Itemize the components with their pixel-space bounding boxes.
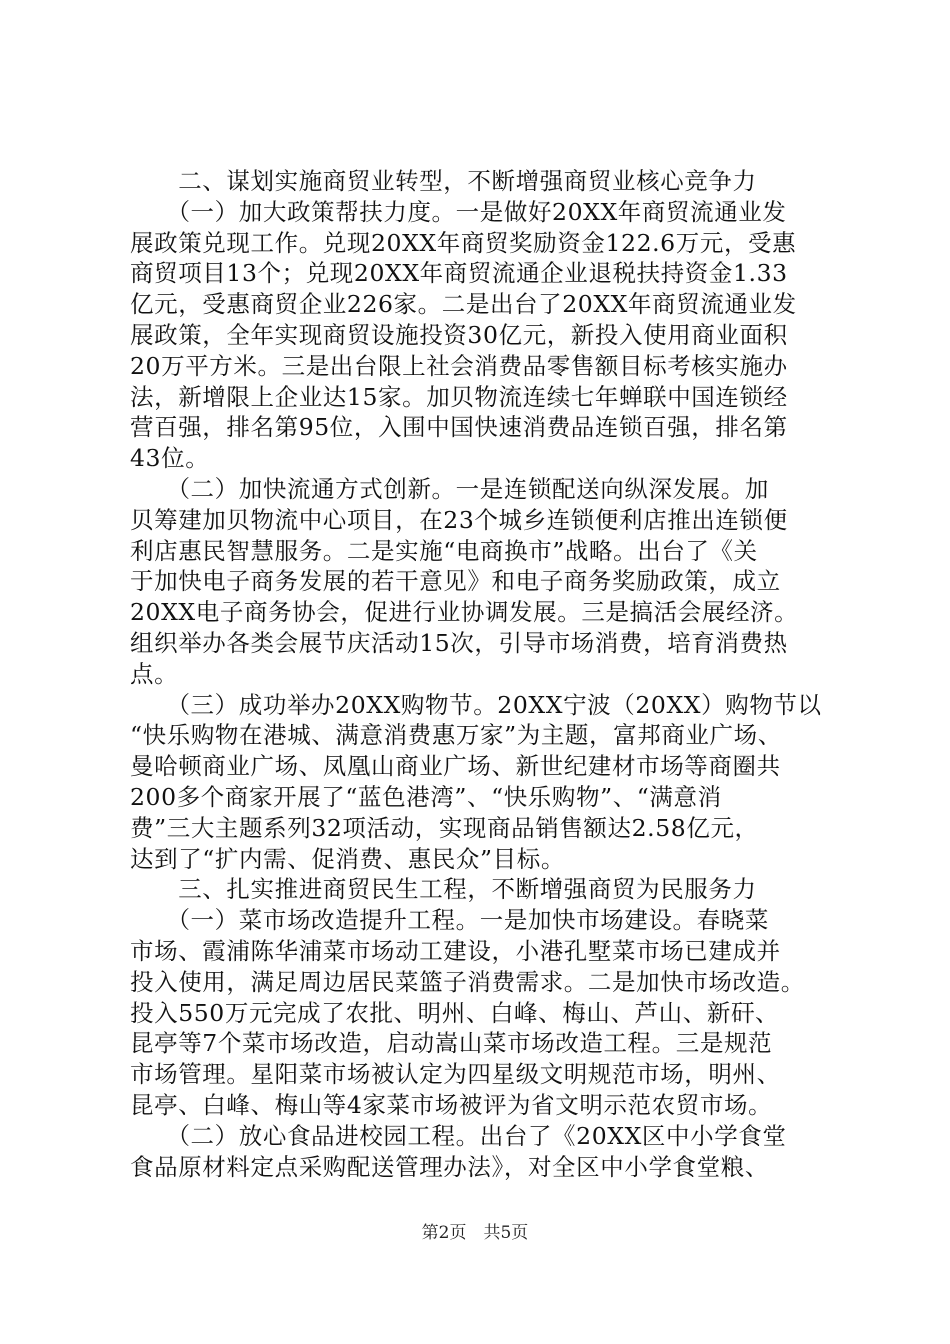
text-line: 市场管理。星阳菜市场被认定为四星级文明规范市场，明州、 <box>130 1060 781 1089</box>
text-line: 200多个商家开展了“蓝色港湾”、“快乐购物”、“满意消 <box>130 783 722 811</box>
text-line: 费”三大主题系列32项活动，实现商品销售额达2.58亿元， <box>130 813 759 842</box>
text-line: 点。 <box>130 659 179 688</box>
text-line: 曼哈顿商业广场、凤凰山商业广场、新世纪建材市场等商圈共 <box>130 752 781 781</box>
text-line: 营百强，排名第95位，入围中国快速消费品连锁百强，排名第 <box>130 413 788 442</box>
text-line: “快乐购物在港城、满意消费惠万家”为主题，富邦商业广场、 <box>130 721 782 750</box>
text-line: 市场、霞浦陈华浦菜市场动工建设，小港孔墅菜市场已建成并 <box>130 937 781 965</box>
text-line: 组织举办各类会展节庆活动15次，引导市场消费，培育消费热 <box>130 629 788 657</box>
text-line: （二）放心食品进校园工程。出台了《20XX区中小学食堂 <box>130 1121 787 1150</box>
text-line: 昆亭等7个菜市场改造，启动嵩山菜市场改造工程。三是规范 <box>130 1029 773 1058</box>
text-line: 投入550万元完成了农批、明州、白峰、梅山、芦山、新矸、 <box>130 998 780 1027</box>
page-number-footer: 第2页 共5页 <box>421 1223 529 1243</box>
text-line: 二、谋划实施商贸业转型，不断增强商贸业核心竞争力 <box>130 167 757 195</box>
text-line: 食品原材料定点采购配送管理办法》，对全区中小学食堂粮、 <box>130 1152 769 1181</box>
text-line: 三、扎实推进商贸民生工程，不断增强商贸为民服务力 <box>130 875 757 904</box>
text-line: 20万平方米。三是出台限上社会消费品零售额目标考核实施办 <box>130 351 788 380</box>
text-line: （一）加大政策帮扶力度。一是做好20XX年商贸流通业发 <box>130 197 787 226</box>
text-line: 20XX电子商务协会，促进行业协调发展。三是搞活会展经济。 <box>130 598 799 627</box>
text-line: 贝筹建加贝物流中心项目，在23个城乡连锁便利店推出连锁便 <box>130 505 788 534</box>
text-line: 亿元，受惠商贸企业226家。二是出台了20XX年商贸流通业发 <box>130 290 797 319</box>
text-line: 利店惠民智慧服务。二是实施“电商换市”战略。出台了《关 <box>130 536 758 565</box>
text-line: 展政策，全年实现商贸设施投资30亿元，新投入使用商业面积 <box>130 321 788 349</box>
text-line: 商贸项目13个；兑现20XX年商贸流通企业退税扶持资金1.33 <box>130 259 788 288</box>
text-line: 于加快电子商务发展的若干意见》和电子商务奖励政策，成立 <box>130 567 781 596</box>
text-line: 43位。 <box>130 444 210 473</box>
text-line: （一）菜市场改造提升工程。一是加快市场建设。春晓菜 <box>130 906 769 935</box>
text-line: 投入使用，满足周边居民菜篮子消费需求。二是加快市场改造。 <box>130 967 805 996</box>
text-line: 达到了“扩内需、促消费、惠民众”目标。 <box>130 844 565 873</box>
text-line: （三）成功举办20XX购物节。20XX宁波（20XX）购物节以 <box>130 690 822 719</box>
text-line: （二）加快流通方式创新。一是连锁配送向纵深发展。加 <box>130 475 769 503</box>
text-line: 昆亭、白峰、梅山等4家菜市场被评为省文明示范农贸市场。 <box>130 1091 773 1119</box>
text-line: 展政策兑现工作。兑现20XX年商贸奖励资金122.6万元，受惠 <box>130 228 797 257</box>
text-line: 法，新增限上企业达15家。加贝物流连续七年蝉联中国连锁经 <box>130 382 788 411</box>
